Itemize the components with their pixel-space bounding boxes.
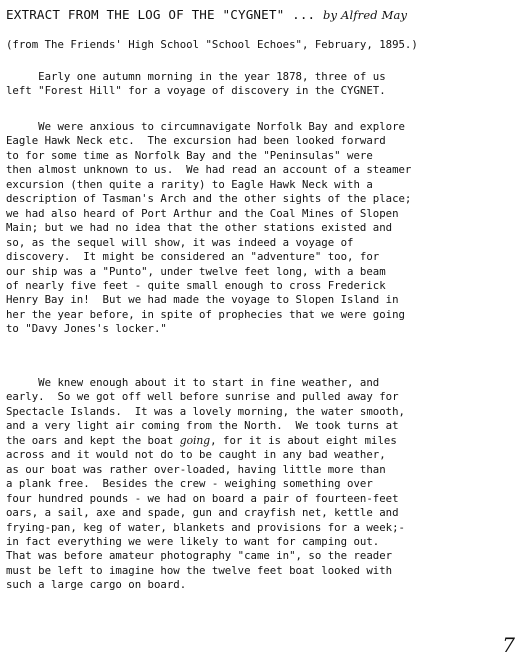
text-line: Henry Bay in! But we had made the voyage to Slopen Island in — [6, 293, 399, 307]
text-line: We were anxious to circumnavigate Norfolk Bay and explore — [6, 120, 405, 133]
text-line-with-emphasis — [6, 434, 518, 448]
text-line: early. So we got off well before sunrise and pulled away for — [6, 390, 399, 404]
text-line: Eagle Hawk Neck etc. The excursion had been looked forward — [6, 134, 386, 148]
text-line: four hundred pounds - we had on board a pair of fourteen-feet — [6, 491, 399, 505]
text-line: Spectacle Islands. It was a lovely morning, the water smooth, — [6, 404, 405, 418]
text-line: her the year before, in spite of prophecies that we were going — [6, 307, 405, 321]
text-fragment: , for it is about eight miles — [210, 433, 397, 447]
title-author: by Alfred May — [323, 8, 408, 22]
text-line: oars, a sail, axe and spade, gun and crayfish net, kettle and — [6, 506, 399, 520]
text-line: we had also heard of Port Arthur and the Coal Mines of Slopen — [6, 206, 399, 220]
paragraph-2 — [6, 120, 518, 337]
text-line: to for some time as Norfolk Bay and the "Peninsulas" were — [6, 148, 373, 162]
source-note: (from The Friends' High School "School Echoes", February, 1895.) — [6, 38, 418, 51]
text-line: Early one autumn morning in the year 1878, three of us — [6, 70, 386, 83]
text-fragment: the oars and kept the boat — [6, 433, 180, 447]
page-number: 7 — [502, 633, 515, 657]
text-line: a plank free. Besides the crew - weighing something over — [6, 477, 373, 491]
text-line: across and it would not do to be caught in any bad weather, — [6, 448, 386, 462]
text-line: so, as the sequel will show, it was indeed a voyage of — [6, 235, 354, 249]
text-line: as our boat was rather over-loaded, having little more than — [6, 462, 386, 476]
text-line: description of Tasman's Arch and the other sights of the place; — [6, 192, 412, 206]
text-line: left "Forest Hill" for a voyage of discovery in the CYGNET. — [6, 84, 386, 98]
text-line: That was before amateur photography "came in", so the reader — [6, 549, 393, 563]
paragraph-1 — [6, 70, 518, 99]
text-line: frying-pan, keg of water, blankets and provisions for a week;- — [6, 520, 405, 534]
text-line: must be left to imagine how the twelve feet boat looked with — [6, 563, 393, 577]
text-line: in fact everything we were likely to want for camping out. — [6, 534, 380, 548]
text-line: of nearly five feet - quite small enough to cross Frederick — [6, 278, 386, 292]
document-title — [6, 6, 407, 24]
text-line: discovery. It might be considered an "adventure" too, for — [6, 250, 380, 264]
text-line: to "Davy Jones's locker." — [6, 322, 167, 336]
text-line: such a large cargo on board. — [6, 578, 187, 592]
title-main: EXTRACT FROM THE LOG OF THE "CYGNET" ... — [6, 7, 316, 22]
text-line: and a very light air coming from the North. We took turns at — [6, 419, 399, 433]
text-line: then almost unknown to us. We had read an account of a steamer — [6, 163, 412, 177]
text-line: excursion (then quite a rarity) to Eagle Hawk Neck with a — [6, 177, 373, 191]
text-line: our ship was a "Punto", under twelve feet long, with a beam — [6, 264, 386, 278]
paragraph-3 — [6, 376, 518, 593]
text-line: We knew enough about it to start in fine weather, and — [6, 376, 380, 389]
handwritten-word: going — [179, 433, 211, 447]
text-line: Main; but we had no idea that the other stations existed and — [6, 221, 393, 235]
